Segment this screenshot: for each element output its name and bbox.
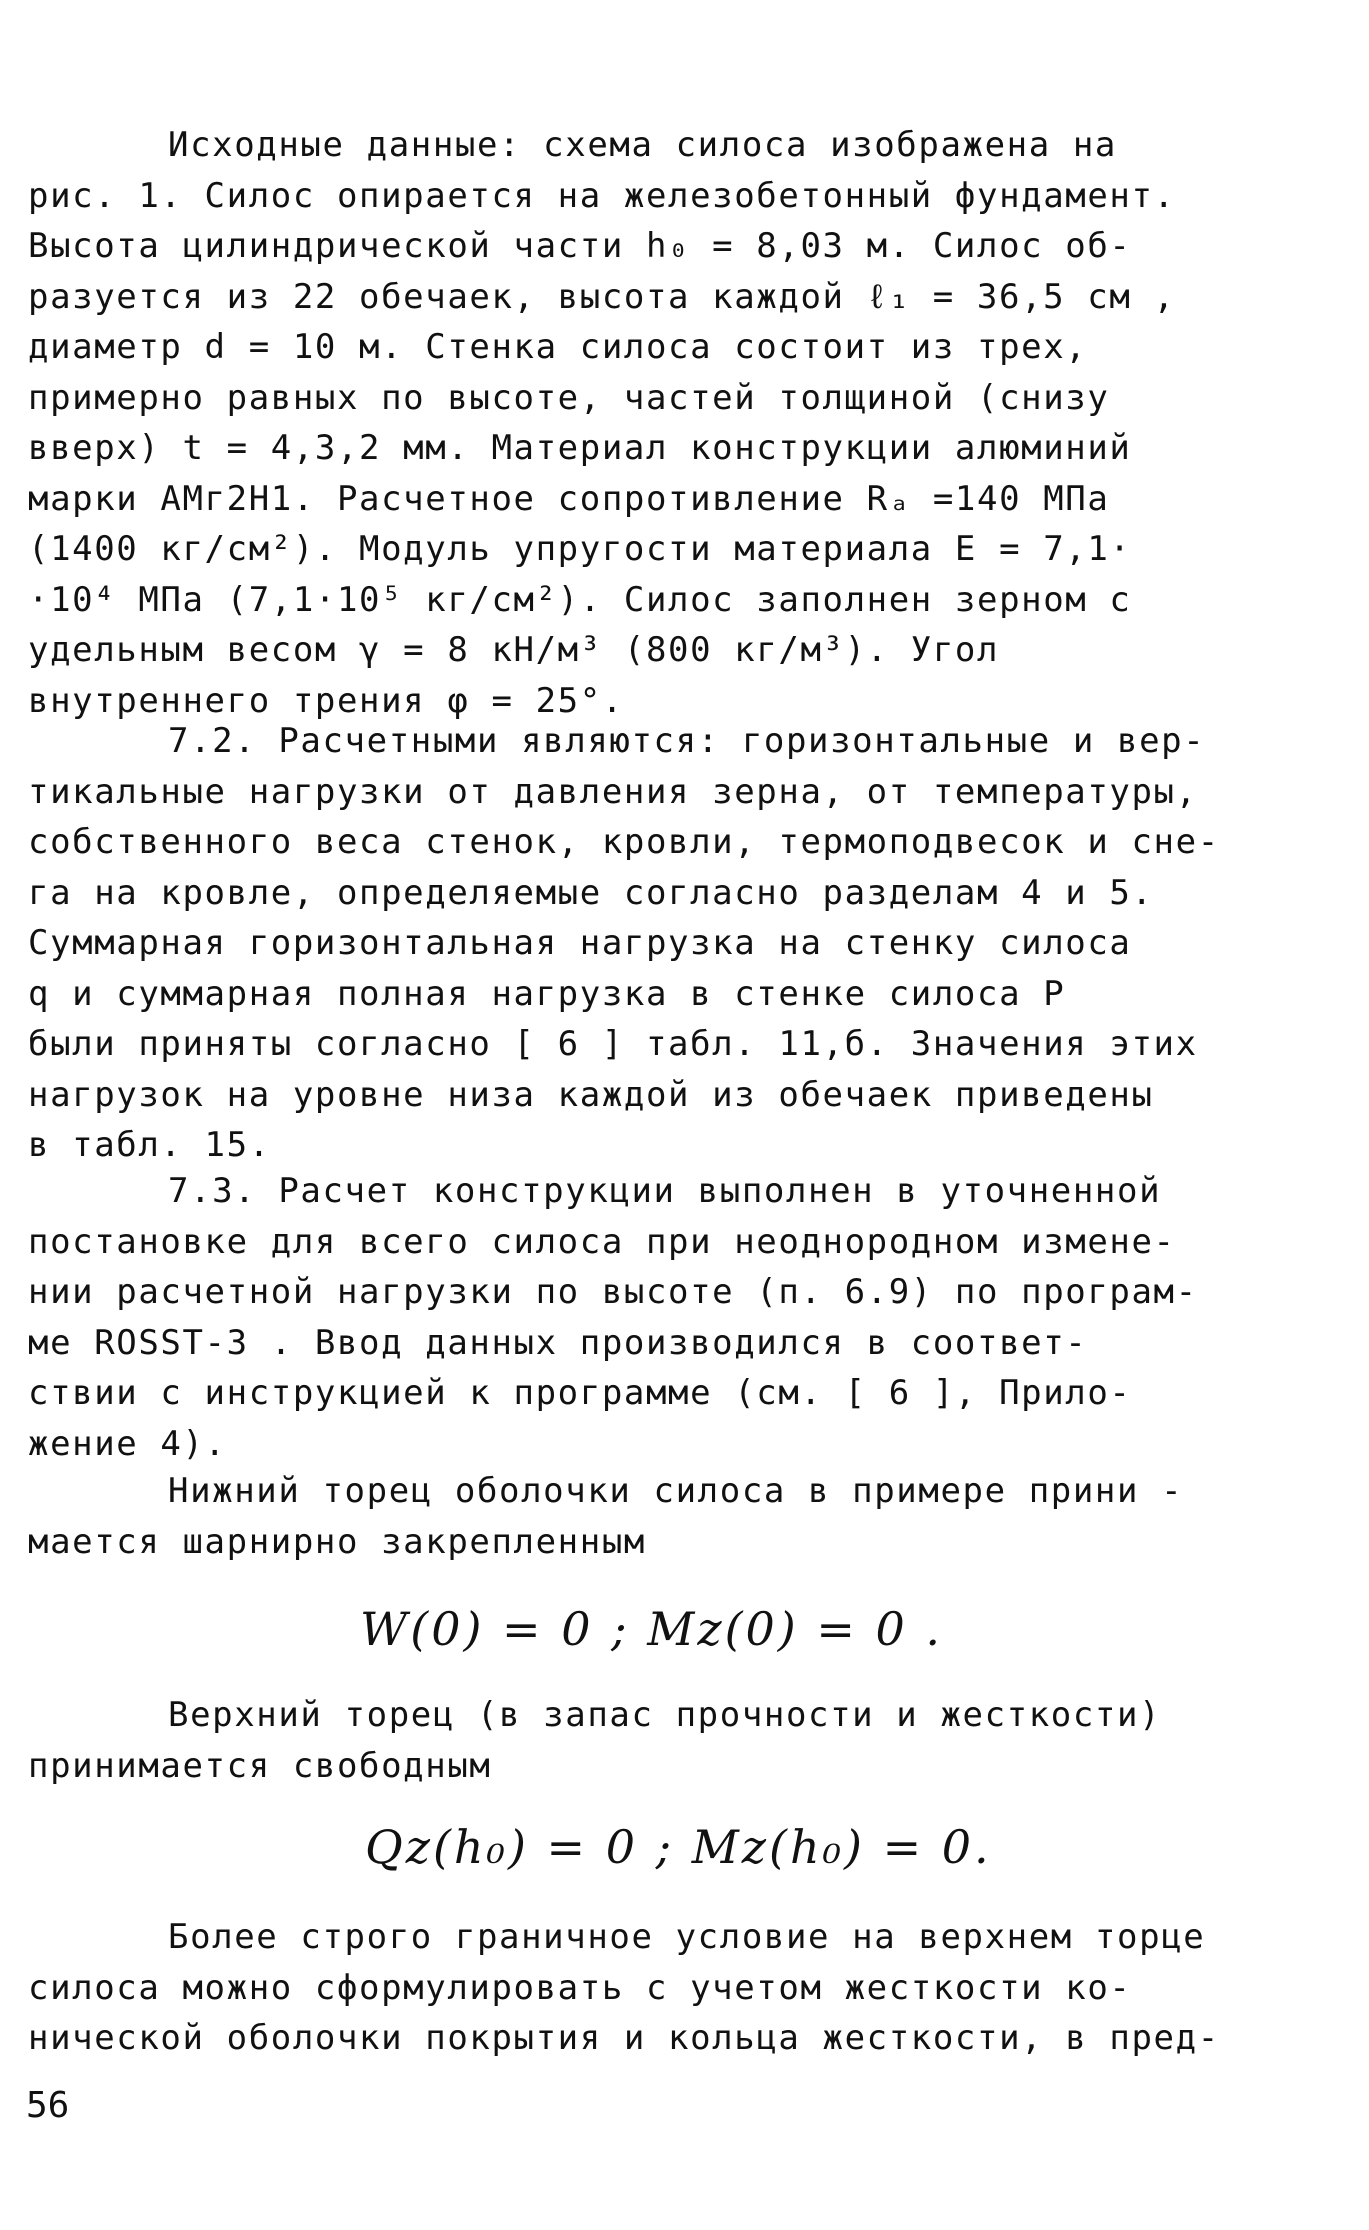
text-line: марки АМг2Н1. Расчетное сопротивление Rₐ =140 МПа (28, 478, 1110, 519)
text-line: были приняты согласно [ 6 ] табл. 11,б. Значения этих (28, 1024, 1198, 1064)
text-line: тикальные нагрузки от давления зерна, от температуры, (28, 771, 1198, 812)
text-line: разуется из 22 обечаек, высота каждой ℓ₁ = 36,5 см , (28, 276, 1176, 317)
text-line: силоса можно сформулировать с учетом жесткости ко- (28, 1967, 1132, 2008)
page-number: 56 (26, 2085, 70, 2126)
text-line: 7.2. Расчетными являются: горизонтальные и вер- (168, 721, 1206, 761)
text-line: в табл. 15. (28, 1125, 271, 1165)
text-line: удельным весом γ = 8 кН/м³ (800 кг/м³). Угол (28, 630, 1000, 670)
text-line: ствии с инструкцией к программе (см. [ 6 ], Прило- (28, 1373, 1132, 1413)
text-line: Более строго граничное условие на верхнем торце (168, 1917, 1206, 1957)
paragraph-7-3 (28, 1166, 1328, 1469)
paragraph-upper-end (28, 1690, 1328, 1791)
text-line: Верхний торец (в запас прочности и жесткости) (168, 1695, 1162, 1735)
text-line: 7.3. Расчет конструкции выполнен в уточненной (168, 1171, 1162, 1211)
text-line: внутреннего трения φ = 25°. (28, 680, 624, 721)
text-line: принимается свободным (28, 1745, 492, 1786)
text-line: (1400 кг/см²). Модуль упругости материала Е = 7,1· (28, 529, 1132, 569)
text-line: Нижний торец оболочки силоса в примере прини - (168, 1471, 1184, 1511)
text-line: нагрузок на уровне низа каждой из обечаек приведены (28, 1074, 1154, 1115)
text-line: нической оболочки покрытия и кольца жесткости, в пред- (28, 2018, 1220, 2058)
text-line: диаметр d = 10 м. Стенка силоса состоит из трех, (28, 327, 1088, 367)
text-line: ме ROSST-3 . Ввод данных производился в соответ- (28, 1322, 1088, 1363)
text-line: примерно равных по высоте, частей толщиной (снизу (28, 377, 1110, 418)
text-line: ·10⁴ МПа (7,1·10⁵ кг/см²). Силос заполнен зерном с (28, 579, 1132, 620)
paragraph-stricter-condition (28, 1912, 1328, 2064)
text-line: га на кровле, определяемые согласно разделам 4 и 5. (28, 872, 1154, 913)
text-line: q и суммарная полная нагрузка в стенке силоса Р (28, 973, 1066, 1014)
text-line: Суммарная горизонтальная нагрузка на стенку силоса (28, 923, 1132, 963)
formula-upper-boundary: Qz(h₀) = 0 ; Mz(h₀) = 0. (365, 1820, 992, 1874)
formula-lower-boundary: W(0) = 0 ; Mz(0) = 0 . (360, 1602, 944, 1656)
text-line: нии расчетной нагрузки по высоте (п. 6.9) по програм- (28, 1272, 1198, 1312)
text-line: Исходные данные: схема силоса изображена на (168, 125, 1117, 165)
text-line: вверх) t = 4,3,2 мм. Материал конструкции алюминий (28, 428, 1132, 468)
text-line: постановке для всего силоса при неоднородном измене- (28, 1221, 1176, 1262)
paragraph-source-data (28, 120, 1328, 726)
text-line: рис. 1. Силос опирается на железобетонный фундамент. (28, 175, 1176, 216)
paragraph-lower-end (28, 1466, 1328, 1567)
text-line: мается шарнирно закрепленным (28, 1521, 646, 1562)
text-line: жение 4). (28, 1423, 227, 1464)
text-line: Высота цилиндрической части h₀ = 8,03 м. Силос об- (28, 226, 1132, 266)
paragraph-7-2 (28, 716, 1328, 1171)
text-line: собственного веса стенок, кровли, термоподвесок и сне- (28, 822, 1220, 862)
